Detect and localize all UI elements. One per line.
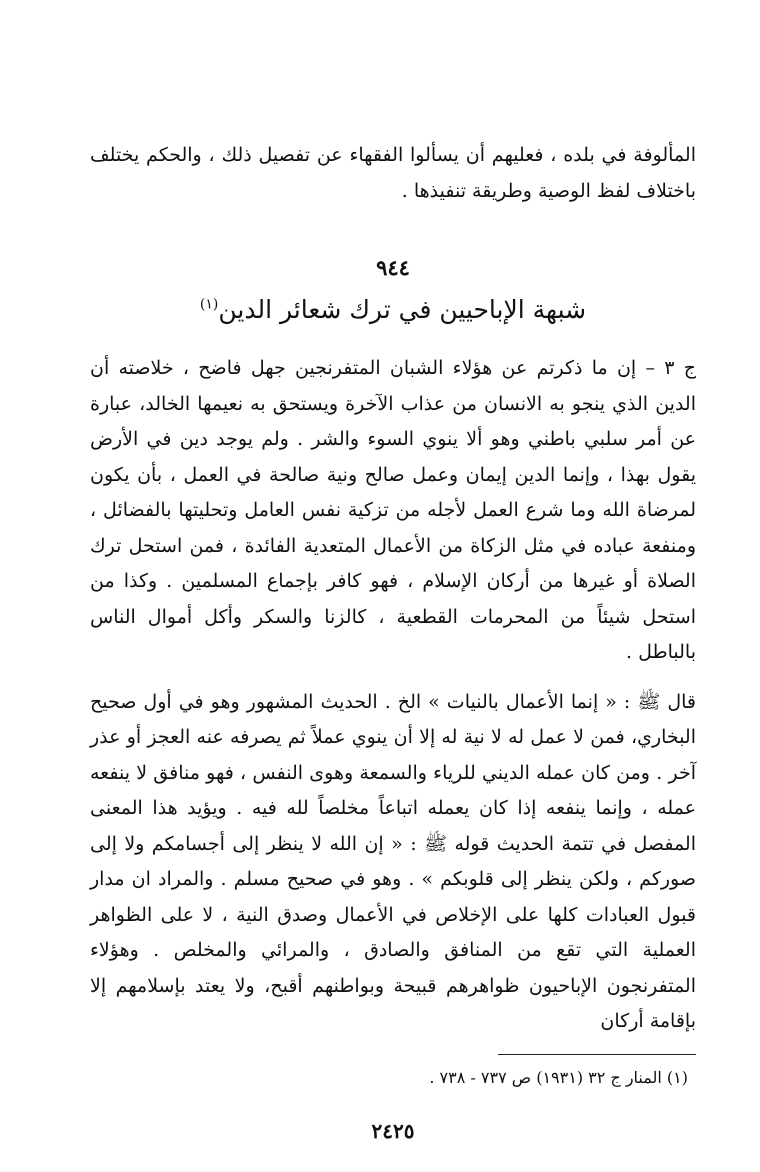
intro-paragraph: المألوفة في بلده ، فعليهم أن يسألوا الفقهاء عن تفصيل ذلك ، والحكم يختلف باختلاف لفظ الوصية وطريقة تنفيذها . bbox=[90, 144, 696, 202]
section-title: شبهة الإباحيين في ترك شعائر الدين bbox=[218, 295, 587, 324]
page-body bbox=[90, 138, 696, 1143]
footnote: (١) المنار ج ٣٢ (١٩٣١) ص ٧٣٧ - ٧٣٨ . bbox=[429, 1067, 688, 1087]
hadith-paragraph: قال ﷺ : « إنما الأعمال بالنيات » الخ . الحديث المشهور وهو في أول صحيح البخاري، فمن لا عمل له لا نية له إلا أن ينوي عملاً ثم يصرفه عنه العجز أو عذر آخر . ومن كان عمله الديني للرياء والسمعة وهوى النفس ، فهو منافق لا ينفعه عمله ، وإنما ينفعه إذا كان يعمله اتباعاً مخلصاً لله فيه . ويؤيد هذا المعنى المفصل في تتمة الحديث قوله ﷺ : « إن الله لا ينظر إلى أجسامكم ولا إلى صوركم ، ولكن ينظر إلى قلوبكم » . وهو في صحيح مسلم . والمراد ان مدار قبول العبادات كلها على الإخلاص في الأعمال وصدق النية ، لا على الظواهر العملية التي تقع من المنافق والصادق ، والمرائي والمخلص . وهؤلاء المتفرنجون الإباحيون ظواهرهم قبيحة وبواطنهم أقبح، ولا يعتد بإسلامهم إلا بإقامة أركان bbox=[90, 690, 696, 1032]
page-number: ٢٤٢٥ bbox=[371, 1118, 415, 1143]
fatwa-number: ٩٤٤ bbox=[376, 255, 410, 280]
section-heading bbox=[90, 293, 696, 327]
footnote-marker: (١) bbox=[199, 296, 219, 313]
answer-paragraph: ج ٣ – إن ما ذكرتم عن هؤلاء الشبان المتفرنجين جهل فاضح ، خلاصته أن الدين الذي ينجو به الانسان من عذاب الآخرة ويستحق به نعيمها الخالد، عبارة عن أمر سلبي باطني وهو ألا ينوي السوء والشر . ولم يوجد دين في الأرض يقول بهذا ، وإنما الدين إيمان وعمل صالح ونية صالحة في العمل ، بأن يكون لمرضاة الله وما شرع العمل لأجله من تزكية نفس العامل وتحليتها بالفضائل ، ومنفعة عباده في مثل الزكاة من الأعمال المتعدية الفائدة ، فمن استحل ترك الصلاة أو غيرها من أركان الإسلام ، فهو كافر بإجماع المسلمين . وكذا من استحل شيئاً من المحرمات القطعية ، كالزنا والسكر وأكل أموال الناس بالباطل . bbox=[90, 357, 696, 663]
footnote-divider bbox=[498, 1054, 696, 1055]
